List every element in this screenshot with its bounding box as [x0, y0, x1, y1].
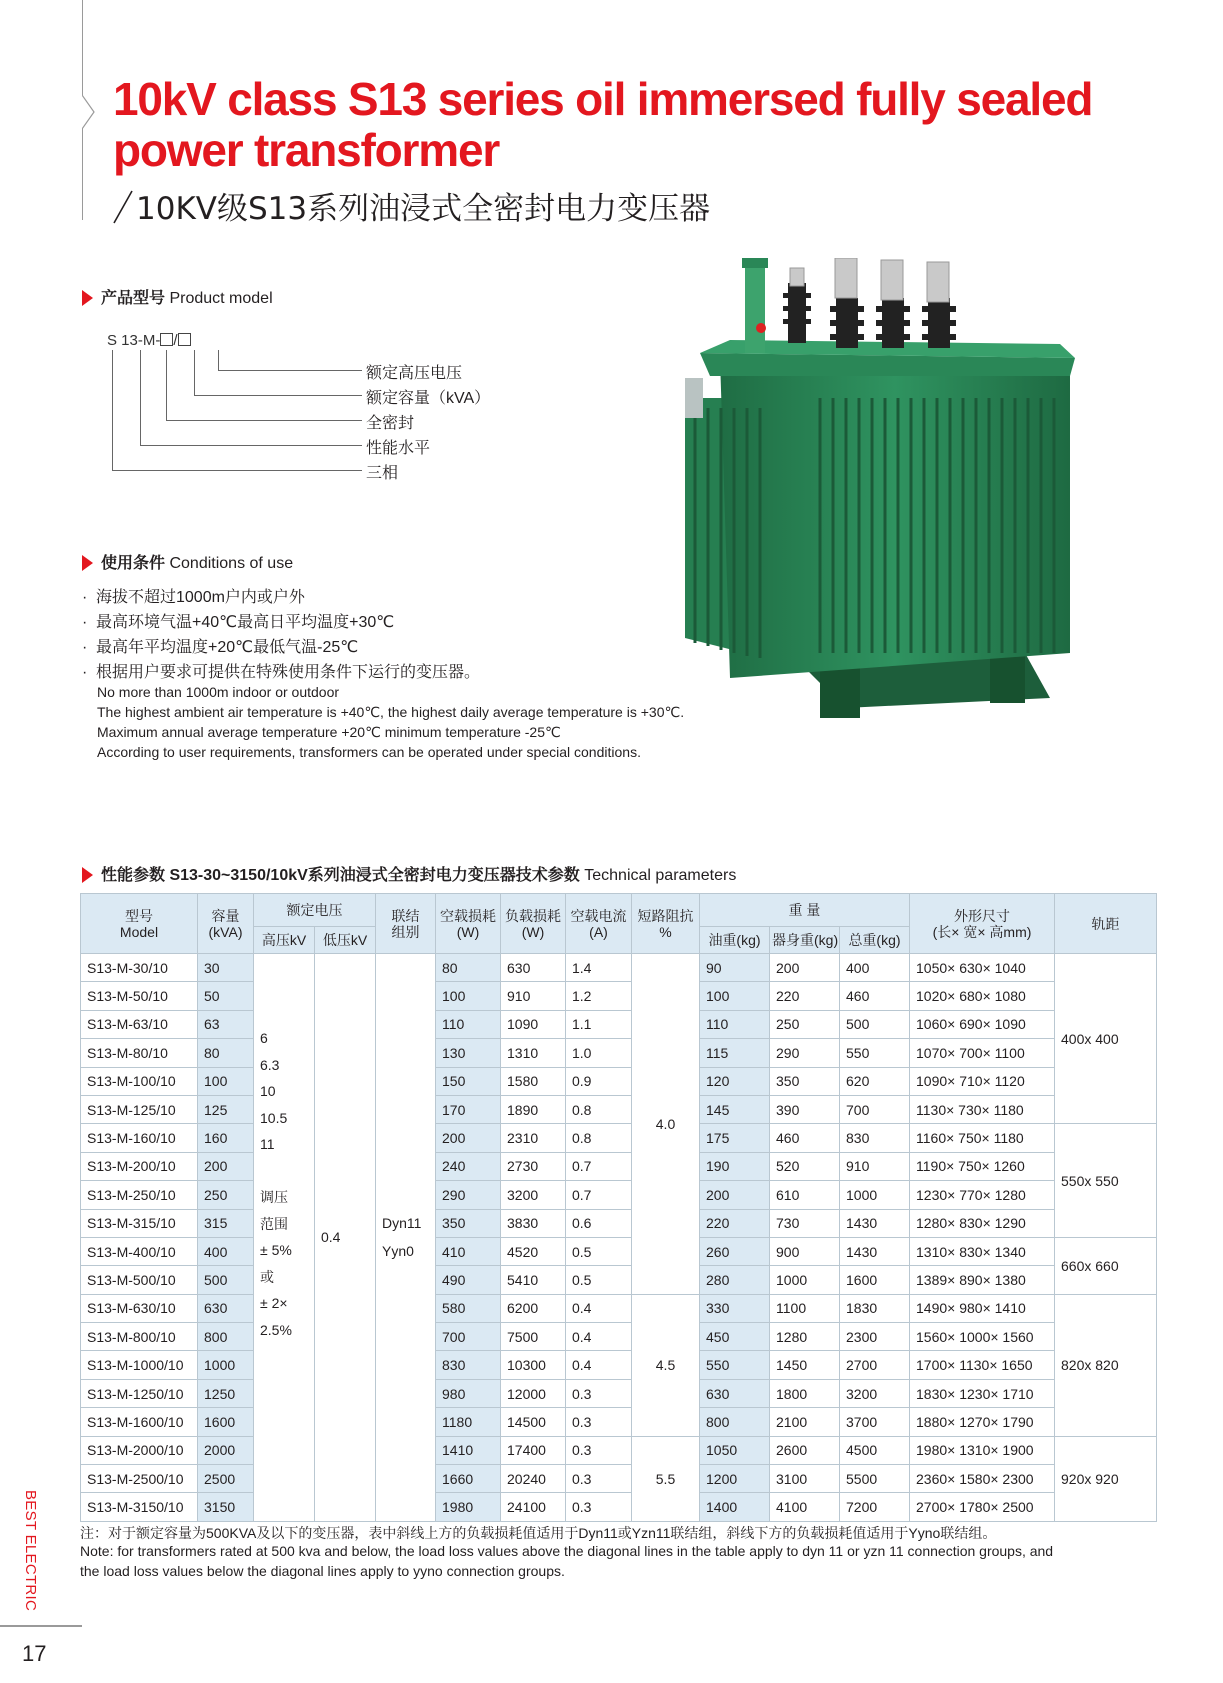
cell-noload-loss: 240: [436, 1152, 501, 1180]
cell-body-weight: 610: [770, 1181, 840, 1209]
cell-noload-loss: 170: [436, 1095, 501, 1123]
hv-value: 调压: [260, 1189, 288, 1205]
hv-value: 10: [260, 1083, 276, 1099]
model-label-performance: 性能水平: [366, 440, 431, 457]
cell-noload-current: 0.3: [566, 1379, 632, 1407]
cell-load-loss: 2310: [501, 1124, 566, 1152]
condition-cn: · 根据用户要求可提供在特殊使用条件下运行的变压器。: [82, 664, 481, 681]
cell-total-weight: 1600: [840, 1266, 910, 1294]
model-code: [107, 332, 191, 349]
table-row: [81, 1039, 1157, 1067]
cell-noload-current: 0.9: [566, 1067, 632, 1095]
table-row: [81, 1067, 1157, 1095]
cell-body-weight: 290: [770, 1039, 840, 1067]
th-rated-voltage: 额定电压: [254, 894, 376, 927]
cell-rail: 660x 660: [1055, 1237, 1157, 1294]
th-lv: 低压kV: [315, 927, 376, 954]
cell-total-weight: 1430: [840, 1237, 910, 1265]
table-row: [81, 1408, 1157, 1436]
cell-oil-weight: 175: [700, 1124, 770, 1152]
cell-total-weight: 7200: [840, 1493, 910, 1521]
table-row: [81, 1010, 1157, 1038]
cell-model: S13-M-630/10: [81, 1294, 198, 1322]
cell-total-weight: 3700: [840, 1408, 910, 1436]
cell-oil-weight: 200: [700, 1181, 770, 1209]
cell-model: S13-M-100/10: [81, 1067, 198, 1095]
cell-total-weight: 1430: [840, 1209, 910, 1237]
cell-body-weight: 200: [770, 954, 840, 982]
cell-dimensions: 1490× 980× 1410: [910, 1294, 1055, 1322]
cell-load-loss: 630: [501, 954, 566, 982]
cell-load-loss: 1890: [501, 1095, 566, 1123]
cell-total-weight: 4500: [840, 1436, 910, 1464]
cell-model: S13-M-1250/10: [81, 1379, 198, 1407]
cell-noload-loss: 830: [436, 1351, 501, 1379]
cell-noload-current: 0.3: [566, 1493, 632, 1521]
cell-load-loss: 5410: [501, 1266, 566, 1294]
cell-model: S13-M-160/10: [81, 1124, 198, 1152]
cell-capacity: 800: [198, 1323, 254, 1351]
cell-dimensions: 1280× 830× 1290: [910, 1209, 1055, 1237]
cell-noload-current: 0.7: [566, 1181, 632, 1209]
th-weight: 重 量: [700, 894, 910, 927]
cell-model: S13-M-500/10: [81, 1266, 198, 1294]
cell-total-weight: 5500: [840, 1465, 910, 1493]
cell-dimensions: 1310× 830× 1340: [910, 1237, 1055, 1265]
hv-value: 范围: [260, 1215, 288, 1232]
group-value: Dyn11: [382, 1215, 422, 1232]
table-row: [81, 1095, 1157, 1123]
cell-rail: 400x 400: [1055, 954, 1157, 1124]
hv-value: 6: [260, 1030, 268, 1046]
th-load-loss: 负载损耗 (W): [501, 894, 566, 954]
cell-oil-weight: 115: [700, 1039, 770, 1067]
cell-load-loss: 3830: [501, 1209, 566, 1237]
table-row: [81, 954, 1157, 982]
cell-oil-weight: 800: [700, 1408, 770, 1436]
cell-body-weight: 390: [770, 1095, 840, 1123]
cell-body-weight: 1450: [770, 1351, 840, 1379]
cell-noload-loss: 130: [436, 1039, 501, 1067]
cell-model: S13-M-800/10: [81, 1323, 198, 1351]
cell-capacity: 200: [198, 1152, 254, 1180]
arrow-icon: [82, 555, 93, 571]
th-noload-loss: 空载损耗 (W): [436, 894, 501, 954]
cell-noload-loss: 1410: [436, 1436, 501, 1464]
cell-body-weight: 1100: [770, 1294, 840, 1322]
hv-value: 6.3: [260, 1056, 280, 1073]
cell-model: S13-M-1000/10: [81, 1351, 198, 1379]
cell-dimensions: 1020× 680× 1080: [910, 982, 1055, 1010]
left-rule: [82, 128, 83, 220]
cell-model: S13-M-63/10: [81, 1010, 198, 1038]
page-subtitle: [112, 183, 710, 228]
cell-load-loss: 24100: [501, 1493, 566, 1521]
hv-value: 2.5%: [260, 1321, 292, 1338]
th-dimensions: 外形尺寸 (长× 宽× 高mm): [910, 894, 1055, 954]
cell-oil-weight: 550: [700, 1351, 770, 1379]
cell-noload-current: 0.5: [566, 1266, 632, 1294]
cell-body-weight: 1280: [770, 1323, 840, 1351]
cell-noload-current: 0.6: [566, 1209, 632, 1237]
table-row: [81, 1181, 1157, 1209]
model-code-prefix: S 13-M-: [107, 332, 161, 349]
cell-noload-current: 0.3: [566, 1465, 632, 1493]
table-row: [81, 1465, 1157, 1493]
cell-oil-weight: 450: [700, 1323, 770, 1351]
cell-dimensions: 1389× 890× 1380: [910, 1266, 1055, 1294]
cell-load-loss: 4520: [501, 1237, 566, 1265]
model-label-capacity: 额定容量（kVA）: [366, 390, 491, 407]
cell-noload-current: 0.8: [566, 1095, 632, 1123]
cell-load-loss: 1580: [501, 1067, 566, 1095]
table-row: [81, 1436, 1157, 1464]
cell-model: S13-M-2500/10: [81, 1465, 198, 1493]
cell-capacity: 630: [198, 1294, 254, 1322]
cell-load-loss: 20240: [501, 1465, 566, 1493]
th-rail: 轨距: [1055, 894, 1157, 954]
cell-capacity: 500: [198, 1266, 254, 1294]
page-title: 10kV class S13 series oil immersed fully sealed power transformer: [113, 73, 1093, 176]
cell-noload-loss: 1980: [436, 1493, 501, 1521]
cell-capacity: 160: [198, 1124, 254, 1152]
tech-table-body: [81, 954, 1157, 1522]
cell-total-weight: 500: [840, 1010, 910, 1038]
cell-dimensions: 1230× 770× 1280: [910, 1181, 1055, 1209]
page-number: 17: [22, 1641, 47, 1666]
cell-load-loss: 1310: [501, 1039, 566, 1067]
cell-capacity: 400: [198, 1237, 254, 1265]
th-impedance: 短路阻抗 %: [632, 894, 700, 954]
cell-lv: 0.4: [315, 954, 376, 1522]
cell-noload-current: 0.7: [566, 1152, 632, 1180]
cell-noload-current: 0.5: [566, 1237, 632, 1265]
note-en-2: the load loss values below the diagonal lines apply to yyno connection groups.: [80, 1563, 565, 1579]
cell-capacity: 80: [198, 1039, 254, 1067]
cell-oil-weight: 90: [700, 954, 770, 982]
cell-capacity: 100: [198, 1067, 254, 1095]
product-model-heading: [82, 285, 273, 308]
cell-noload-current: 0.4: [566, 1323, 632, 1351]
cell-body-weight: 1800: [770, 1379, 840, 1407]
cell-body-weight: 2100: [770, 1408, 840, 1436]
cell-noload-loss: 290: [436, 1181, 501, 1209]
cell-noload-loss: 350: [436, 1209, 501, 1237]
cell-total-weight: 1830: [840, 1294, 910, 1322]
cell-total-weight: 2300: [840, 1323, 910, 1351]
tech-heading: [82, 862, 736, 885]
cell-hv: [254, 954, 315, 1522]
group-value: Yyn0: [382, 1243, 414, 1260]
cell-noload-loss: 580: [436, 1294, 501, 1322]
cell-dimensions: 1090× 710× 1120: [910, 1067, 1055, 1095]
cell-model: S13-M-200/10: [81, 1152, 198, 1180]
cell-noload-loss: 410: [436, 1237, 501, 1265]
cell-body-weight: 3100: [770, 1465, 840, 1493]
heading-cn: 使用条件: [101, 555, 166, 572]
cell-total-weight: 830: [840, 1124, 910, 1152]
note-en-1: Note: for transformers rated at 500 kva and below, the load loss values above the diagonal lines in the table apply to dyn 11 or yzn 11 connection groups, and: [80, 1543, 1054, 1559]
cell-rail: 550x 550: [1055, 1124, 1157, 1238]
cell-capacity: 3150: [198, 1493, 254, 1521]
th-oil-weight: 油重(kg): [700, 927, 770, 954]
cell-noload-current: 0.3: [566, 1408, 632, 1436]
cell-dimensions: 1160× 750× 1180: [910, 1124, 1055, 1152]
condition-en: Maximum annual average temperature +20℃ minimum temperature -25℃: [97, 724, 561, 740]
left-rule: [82, 0, 83, 95]
chevron-right-icon: [82, 95, 96, 129]
cell-oil-weight: 100: [700, 982, 770, 1010]
cell-capacity: 30: [198, 954, 254, 982]
cell-total-weight: 550: [840, 1039, 910, 1067]
cell-dimensions: 1190× 750× 1260: [910, 1152, 1055, 1180]
heading-en: Technical parameters: [584, 867, 737, 884]
tech-table: [80, 893, 1157, 1522]
th-body-weight: 器身重(kg): [770, 927, 840, 954]
cell-model: S13-M-400/10: [81, 1237, 198, 1265]
heading-cn: 性能参数 S13-30~3150/10kV系列油浸式全密封电力变压器技术参数: [101, 867, 580, 884]
cell-model: S13-M-1600/10: [81, 1408, 198, 1436]
slash-icon: [112, 189, 134, 225]
cell-dimensions: 1050× 630× 1040: [910, 954, 1055, 982]
cell-impedance: 5.5: [632, 1436, 700, 1521]
table-row: [81, 1266, 1157, 1294]
cell-noload-loss: 200: [436, 1124, 501, 1152]
arrow-icon: [82, 290, 93, 306]
cell-capacity: 50: [198, 982, 254, 1010]
cell-oil-weight: 110: [700, 1010, 770, 1038]
th-group: 联结 组别: [376, 894, 436, 954]
cell-oil-weight: 330: [700, 1294, 770, 1322]
condition-en: According to user requirements, transformers can be operated under special conditions.: [97, 744, 641, 760]
th-noload-current: 空载电流 (A): [566, 894, 632, 954]
cell-load-loss: 1090: [501, 1010, 566, 1038]
cell-dimensions: 2700× 1780× 2500: [910, 1493, 1055, 1521]
th-capacity: 容量 (kVA): [198, 894, 254, 954]
cell-noload-loss: 80: [436, 954, 501, 982]
cell-capacity: 1250: [198, 1379, 254, 1407]
cell-oil-weight: 630: [700, 1379, 770, 1407]
table-row: [81, 1493, 1157, 1521]
cell-oil-weight: 190: [700, 1152, 770, 1180]
cell-load-loss: 7500: [501, 1323, 566, 1351]
cell-noload-current: 1.1: [566, 1010, 632, 1038]
cell-load-loss: 12000: [501, 1379, 566, 1407]
cell-impedance: 4.0: [632, 954, 700, 1295]
cell-noload-loss: 110: [436, 1010, 501, 1038]
th-total-weight: 总重(kg): [840, 927, 910, 954]
cell-body-weight: 730: [770, 1209, 840, 1237]
cell-oil-weight: 1200: [700, 1465, 770, 1493]
cell-load-loss: 6200: [501, 1294, 566, 1322]
cell-capacity: 250: [198, 1181, 254, 1209]
cell-load-loss: 910: [501, 982, 566, 1010]
cell-noload-current: 1.4: [566, 954, 632, 982]
heading-cn: 产品型号: [101, 290, 166, 307]
cell-noload-loss: 980: [436, 1379, 501, 1407]
model-label-hv: 额定高压电压: [366, 365, 463, 382]
hv-value: ± 2×: [260, 1295, 288, 1311]
cell-dimensions: 1700× 1130× 1650: [910, 1351, 1055, 1379]
cell-body-weight: 220: [770, 982, 840, 1010]
condition-cn: · 海拔不超过1000m户内或户外: [82, 589, 305, 606]
cell-body-weight: 460: [770, 1124, 840, 1152]
cell-oil-weight: 1050: [700, 1436, 770, 1464]
arrow-icon: [82, 867, 93, 883]
cell-total-weight: 910: [840, 1152, 910, 1180]
cell-noload-current: 0.3: [566, 1436, 632, 1464]
cell-body-weight: 250: [770, 1010, 840, 1038]
cell-model: S13-M-315/10: [81, 1209, 198, 1237]
cell-noload-current: 0.4: [566, 1351, 632, 1379]
model-code-sep: /: [173, 332, 178, 349]
cell-total-weight: 620: [840, 1067, 910, 1095]
cell-load-loss: 2730: [501, 1152, 566, 1180]
cell-noload-loss: 700: [436, 1323, 501, 1351]
cell-capacity: 125: [198, 1095, 254, 1123]
cell-capacity: 63: [198, 1010, 254, 1038]
cell-impedance: 4.5: [632, 1294, 700, 1436]
cell-group: [376, 954, 436, 1522]
cell-model: S13-M-125/10: [81, 1095, 198, 1123]
cell-total-weight: 460: [840, 982, 910, 1010]
cell-noload-current: 0.8: [566, 1124, 632, 1152]
footer-rule: [0, 1625, 82, 1627]
th-hv: 高压kV: [254, 927, 315, 954]
cell-noload-current: 1.0: [566, 1039, 632, 1067]
cell-noload-loss: 150: [436, 1067, 501, 1095]
cell-model: S13-M-30/10: [81, 954, 198, 982]
table-row: [81, 1209, 1157, 1237]
cell-capacity: 315: [198, 1209, 254, 1237]
cell-dimensions: 1830× 1230× 1710: [910, 1379, 1055, 1407]
cell-noload-loss: 100: [436, 982, 501, 1010]
hv-value: 或: [260, 1268, 274, 1285]
note-cn: 注：对于额定容量为500KVA及以下的变压器，表中斜线上方的负载损耗值适用于Dyn11或Yzn11联结组，斜线下方的负载损耗值适用于Yyno联结组。: [80, 1525, 997, 1541]
brand-label: BEST ELECTRIC: [22, 1490, 39, 1612]
cell-dimensions: 1880× 1270× 1790: [910, 1408, 1055, 1436]
cell-dimensions: 1980× 1310× 1900: [910, 1436, 1055, 1464]
cell-oil-weight: 220: [700, 1209, 770, 1237]
th-model: 型号 Model: [81, 894, 198, 954]
table-row: [81, 1379, 1157, 1407]
table-row: [81, 1294, 1157, 1322]
table-row: [81, 982, 1157, 1010]
condition-en: No more than 1000m indoor or outdoor: [97, 684, 340, 700]
table-row: [81, 1124, 1157, 1152]
table-row: [81, 1323, 1157, 1351]
cell-noload-current: 0.4: [566, 1294, 632, 1322]
cell-body-weight: 900: [770, 1237, 840, 1265]
cell-body-weight: 2600: [770, 1436, 840, 1464]
cell-noload-loss: 1180: [436, 1408, 501, 1436]
heading-en: Product model: [169, 290, 273, 307]
cell-load-loss: 3200: [501, 1181, 566, 1209]
cell-oil-weight: 260: [700, 1237, 770, 1265]
hv-value: ± 5%: [260, 1242, 292, 1258]
transformer-image: [670, 258, 1110, 728]
table-row: [81, 1237, 1157, 1265]
cell-capacity: 2500: [198, 1465, 254, 1493]
table-row: [81, 1152, 1157, 1180]
cell-oil-weight: 280: [700, 1266, 770, 1294]
cell-total-weight: 400: [840, 954, 910, 982]
condition-cn: · 最高年平均温度+20℃最低气温-25℃: [82, 639, 359, 656]
box-icon: [160, 333, 173, 346]
cell-model: S13-M-3150/10: [81, 1493, 198, 1521]
cell-rail: 820x 820: [1055, 1294, 1157, 1436]
hv-value: 11: [260, 1136, 275, 1152]
cell-load-loss: 17400: [501, 1436, 566, 1464]
heading-en: Conditions of use: [169, 555, 294, 572]
table-row: [81, 1351, 1157, 1379]
cell-oil-weight: 1400: [700, 1493, 770, 1521]
cell-dimensions: 2360× 1580× 2300: [910, 1465, 1055, 1493]
cell-total-weight: 2700: [840, 1351, 910, 1379]
cell-body-weight: 1000: [770, 1266, 840, 1294]
condition-cn: · 最高环境气温+40℃最高日平均温度+30℃: [82, 614, 395, 631]
cell-noload-current: 1.2: [566, 982, 632, 1010]
cell-load-loss: 10300: [501, 1351, 566, 1379]
cell-model: S13-M-250/10: [81, 1181, 198, 1209]
cell-capacity: 2000: [198, 1436, 254, 1464]
cell-body-weight: 4100: [770, 1493, 840, 1521]
model-label-sealed: 全密封: [366, 415, 415, 432]
cell-total-weight: 3200: [840, 1379, 910, 1407]
cell-capacity: 1600: [198, 1408, 254, 1436]
cell-noload-loss: 1660: [436, 1465, 501, 1493]
cell-model: S13-M-2000/10: [81, 1436, 198, 1464]
model-label-three-phase: 三相: [366, 465, 399, 482]
hv-value: [260, 1157, 308, 1184]
cell-total-weight: 1000: [840, 1181, 910, 1209]
conditions-heading: [82, 550, 293, 573]
cell-body-weight: 520: [770, 1152, 840, 1180]
subtitle-text: 10KV级S13系列油浸式全密封电力变压器: [136, 191, 711, 227]
cell-rail: 920x 920: [1055, 1436, 1157, 1521]
cell-oil-weight: 120: [700, 1067, 770, 1095]
cell-oil-weight: 145: [700, 1095, 770, 1123]
hv-value: 10.5: [260, 1109, 288, 1126]
cell-model: S13-M-50/10: [81, 982, 198, 1010]
cell-noload-loss: 490: [436, 1266, 501, 1294]
cell-total-weight: 700: [840, 1095, 910, 1123]
cell-dimensions: 1560× 1000× 1560: [910, 1323, 1055, 1351]
cell-body-weight: 350: [770, 1067, 840, 1095]
box-icon: [178, 333, 191, 346]
cell-model: S13-M-80/10: [81, 1039, 198, 1067]
cell-dimensions: 1070× 700× 1100: [910, 1039, 1055, 1067]
cell-dimensions: 1130× 730× 1180: [910, 1095, 1055, 1123]
cell-load-loss: 14500: [501, 1408, 566, 1436]
cell-capacity: 1000: [198, 1351, 254, 1379]
condition-en: The highest ambient air temperature is +40℃, the highest daily average temperature is +30℃.: [97, 704, 685, 720]
cell-dimensions: 1060× 690× 1090: [910, 1010, 1055, 1038]
